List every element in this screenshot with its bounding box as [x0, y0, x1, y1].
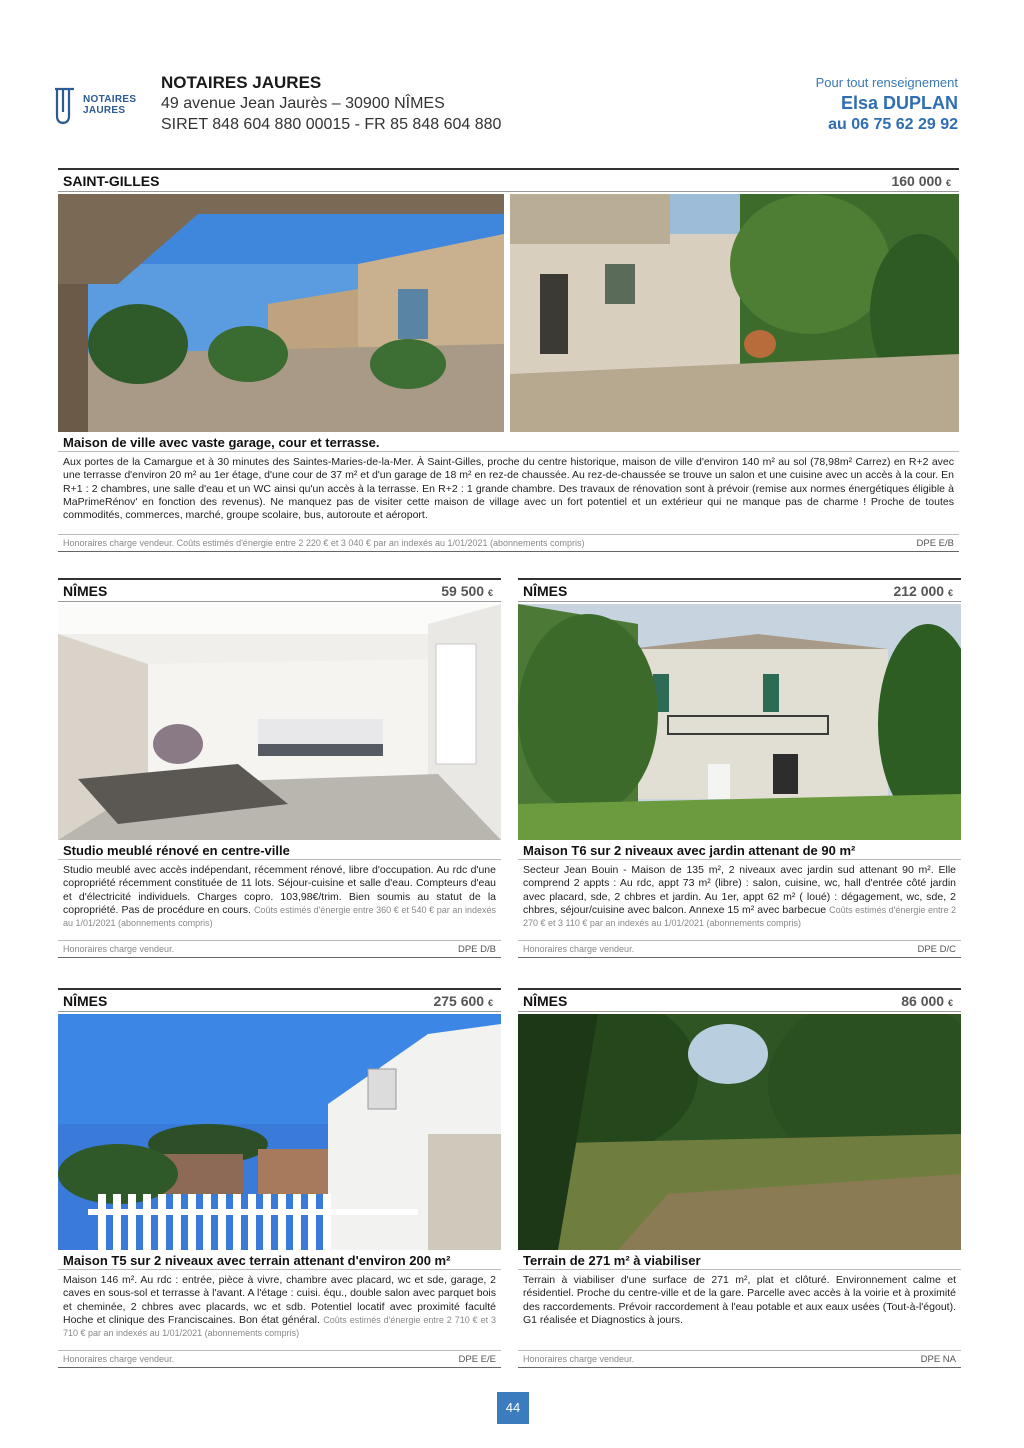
listing-title-bar	[58, 168, 959, 192]
listing-city: NÎMES	[63, 583, 108, 599]
listing-fees: Honoraires charge vendeur.	[63, 944, 175, 954]
listing-city: SAINT-GILLES	[63, 173, 160, 189]
listing-subtitle: Maison T6 sur 2 niveaux avec jardin attenant de 90 m²	[518, 840, 961, 860]
listing-nimes-studio	[58, 578, 501, 966]
page-header	[0, 0, 1024, 150]
listing-dpe: DPE E/E	[458, 1354, 496, 1365]
listing-description: Terrain à viabiliser d'une surface de 271 m², plat et clôturé. Environnement calme et résidentiel. Proche du centre-ville et de la gare. Parcelle avec accès à la voirie et à proximité des raccordements. Prévoir raccordement à l'eau potable et aux eaux usées (Tout-à-l'égout). G1 réalisée et Diagnostics à jours.	[523, 1274, 956, 1326]
listing-title-bar	[58, 578, 501, 602]
listing-title-bar	[58, 988, 501, 1012]
listing-fees: Honoraires charge vendeur.	[523, 1354, 635, 1364]
listing-energy-estimate: Coûts estimés d'énergie entre 2 710 € et 3 710 € par an indexés au 1/01/2021 (abonnements compris)	[63, 1314, 497, 1339]
listing-photo-terrace[interactable]	[58, 194, 504, 432]
listing-subtitle: Maison T5 sur 2 niveaux avec terrain attenant d'environ 200 m²	[58, 1250, 501, 1270]
firm-info	[161, 72, 501, 135]
contact-phone[interactable]: au 06 75 62 29 92	[828, 116, 958, 133]
listing-nimes-terrain	[518, 988, 961, 1376]
listing-price: 212 000 €	[893, 583, 953, 599]
listing-dpe: DPE NA	[920, 1354, 956, 1365]
listing-price: 275 600 €	[433, 993, 493, 1009]
firm-siret: SIRET 848 604 880 00015 - FR 85 848 604 880	[161, 116, 502, 133]
firm-address: 49 avenue Jean Jaurès – 30900 NÎMES	[161, 95, 445, 112]
listing-saint-gilles	[58, 168, 959, 558]
listing-nimes-t5	[58, 988, 501, 1376]
listing-price: 160 000 €	[891, 173, 951, 189]
listing-photo-courtyard[interactable]	[510, 194, 959, 432]
listing-city: NÎMES	[523, 993, 568, 1009]
listing-footer	[58, 940, 501, 958]
listing-city: NÎMES	[523, 583, 568, 599]
contact-info	[816, 72, 958, 135]
listing-description: Secteur Jean Bouin - Maison de 135 m², 2 niveaux avec jardin sud attenant 90 m². Elle comprend 2 appts : Au rdc, appt 73 m² (libre) : salon, cuisine, wc, hall d'entrée côté jardin avec placard, sde, 2 chbres et jardin. Au 1er, appt 62 m² ( loué) : dégagement, wc, sde, 2 chbres, séjour/cuisine avec balcon. Annexe 15 m² avec barbecue Coûts estimés d'énergie entre 2 270 € et 3 110 € par an indexés au 1/01/2021 (abonnements compris)	[523, 864, 956, 929]
logo-text-1: NOTAIRES	[83, 94, 137, 105]
listing-photo-house-gate[interactable]	[58, 1014, 501, 1250]
listing-dpe: DPE D/B	[457, 944, 496, 955]
listing-photo-land[interactable]	[518, 1014, 961, 1250]
listing-title-bar	[518, 578, 961, 602]
listing-nimes-t6	[518, 578, 961, 966]
listing-fees: Honoraires charge vendeur.	[523, 944, 635, 954]
logo-monogram-icon	[54, 86, 78, 126]
listing-dpe: DPE E/B	[916, 538, 954, 549]
listing-energy-estimate: Coûts estimés d'énergie entre 2 270 € et 3 110 € par an indexés au 1/01/2021 (abonnements compris)	[523, 904, 956, 929]
notaires-logo	[54, 86, 144, 126]
contact-label: Pour tout renseignement	[815, 75, 958, 90]
listing-description: Maison 146 m². Au rdc : entrée, pièce à vivre, chambre avec placard, wc et sde, garage, 2 caves en sous-sol et terrasse à l'avant. A l'étage : cuisi. équ., double salon avec parquet bois et cheminée, 2 chbres avec placards, wc et sdb. Potentiel locatif avec proximité faculté Hoche et clinique des Franciscaines. Bon état général. Coûts estimés d'énergie entre 2 710 € et 3 710 € par an indexés au 1/01/2021 (abonnements compris)	[63, 1274, 497, 1339]
listing-description: Aux portes de la Camargue et à 30 minutes des Saintes-Maries-de-la-Mer. À Saint-Gilles, proche du centre historique, maison de ville d'environ 140 m² au sol (78,98m² Carrez) en R+2 avec une terrasse d'environ 20 m² au 1er étage, d'une cour de 37 m² et d'un garage de 18 m² en rez-de chaussée. Au rez-de-chaussée se trouve un salon et une cuisine avec un accès à la cour. En R+1 : 2 chambres, une salle d'eau et un WC ainsi qu'un accès à la terrasse. En R+2 : 1 grande chambre. Des travaux de rénovation sont à prévoir (remise aux normes énergétiques éligible à MaPrimeRénov' en fonction des revenus). Ne manquez pas de visiter cette maison de village avec un fort potentiel et un extérieur qui ne manque pas de charme ! Proche de toutes commodités, commerces, marché, groupe scolaire, bus, autoroute et aéroport.	[63, 456, 954, 522]
listing-title-bar	[518, 988, 961, 1012]
listing-subtitle: Maison de ville avec vaste garage, cour et terrasse.	[58, 432, 959, 452]
contact-name: Elsa DUPLAN	[840, 93, 958, 113]
listing-footer	[518, 940, 961, 958]
listing-price: 59 500 €	[441, 583, 493, 599]
listing-city: NÎMES	[63, 993, 108, 1009]
listing-subtitle: Terrain de 271 m² à viabiliser	[518, 1250, 961, 1270]
listing-fees: Honoraires charge vendeur.	[63, 1354, 175, 1364]
listing-photo-house-garden[interactable]	[518, 604, 961, 840]
logo-text-2: JAURES	[83, 105, 126, 116]
page-number: 44	[497, 1392, 529, 1424]
listing-fees: Honoraires charge vendeur. Coûts estimés d'énergie entre 2 220 € et 3 040 € par an indexés au 1/01/2021 (abonnements compris)	[63, 538, 585, 548]
listing-description: Studio meublé avec accès indépendant, récemment rénové, libre d'occupation. Au rdc d'une copropriété récemment constituée de 11 lots. Séjour-cuisine et salle d'eau. Compteurs d'eau et d'électricité individuels. Charges copro. 103,98€/trim. Bien soumis au statut de la copropriété. Pas de procédure en cours. Coûts estimés d'énergie entre 360 € et 540 € par an indexés au 1/01/2021 (abonnements compris)	[63, 864, 497, 929]
listing-footer	[58, 534, 959, 552]
listing-footer	[518, 1350, 961, 1368]
listing-energy-estimate: Coûts estimés d'énergie entre 360 € et 540 € par an indexés au 1/01/2021 (abonnements compris)	[63, 904, 497, 929]
listing-photo-studio[interactable]	[58, 604, 501, 840]
listing-dpe: DPE D/C	[917, 944, 956, 955]
listing-price: 86 000 €	[901, 993, 953, 1009]
listing-footer	[58, 1350, 501, 1368]
firm-name: NOTAIRES JAURES	[161, 73, 322, 92]
listing-subtitle: Studio meublé rénové en centre-ville	[58, 840, 501, 860]
